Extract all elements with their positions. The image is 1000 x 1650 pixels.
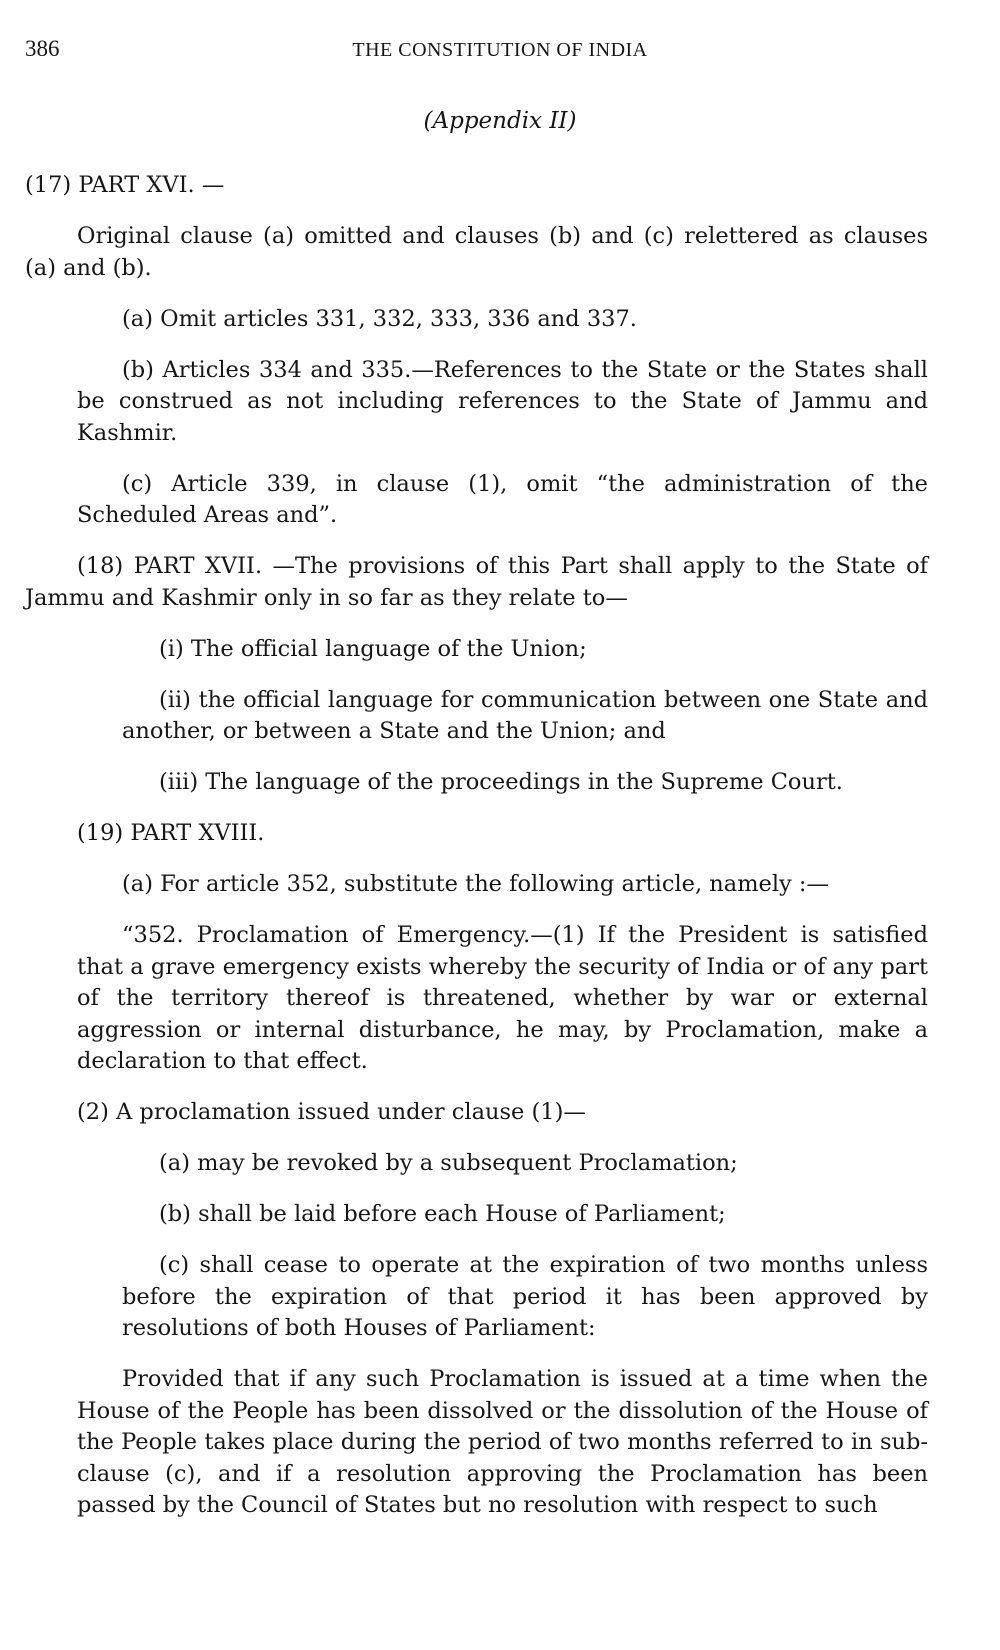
sub-clause-item: (c) shall cease to operate at the expiration of two months unless before the expiration of that period it has been approved by resolutions of both Houses of Parliament: bbox=[122, 1252, 928, 1341]
clause-item: (b) Articles 334 and 335.—References to the State or the States shall be construed as not including references to the State of Jammu and Kashmir. bbox=[77, 356, 928, 446]
clause-item: (2) A proclamation issued under clause (1)— bbox=[77, 1099, 586, 1125]
quoted-article-352: “352. Proclamation of Emergency.—(1) If the President is satisfied that a grave emergency exists whereby the security of India or of any part of the territory thereof is threatened, whether by war or external aggression or internal disturbance, he may, by Proclamation, make a declaration to that effect. bbox=[77, 922, 928, 1074]
section-heading-part-xvi: (17) PART XVI. — bbox=[25, 172, 225, 198]
list-item: (i) The official language of the Union; bbox=[159, 635, 587, 662]
clause-item: (a) Omit articles 331, 332, 333, 336 and 337. bbox=[122, 305, 637, 332]
appendix-label: (Appendix II) bbox=[423, 108, 577, 134]
proviso-paragraph: Provided that if any such Proclamation is issued at a time when the House of the People has been dissolved or the dissolution of the House of the People takes place during the period of two months referred to in sub-clause (c), and if a resolution approving the Proclamation has been passed by the Council of States but no resolution with respect to such bbox=[77, 1366, 928, 1518]
sub-clause-item: (a) may be revoked by a subsequent Proclamation; bbox=[159, 1150, 738, 1176]
list-item: (iii) The language of the proceedings in the Supreme Court. bbox=[159, 769, 843, 795]
paragraph: Original clause (a) omitted and clauses (b) and (c) relettered as clauses (a) and (b). bbox=[25, 223, 928, 281]
page-number: 386 bbox=[25, 36, 60, 61]
running-header-title: THE CONSTITUTION OF INDIA bbox=[352, 39, 648, 61]
clause-item: (a) For article 352, substitute the following article, namely :— bbox=[122, 871, 829, 897]
section-heading-part-xviii: (19) PART XVIII. bbox=[77, 820, 265, 846]
list-item: (ii) the official language for communication between one State and another, or between a State and the Union; and bbox=[122, 686, 928, 744]
sub-clause-item: (b) shall be laid before each House of Parliament; bbox=[159, 1201, 726, 1227]
section-paragraph-part-xvii: (18) PART XVII. —The provisions of this Part shall apply to the State of Jammu and Kashmir only in so far as they relate to— bbox=[25, 553, 928, 611]
document-body bbox=[25, 170, 928, 1541]
clause-item: (c) Article 339, in clause (1), omit “the administration of the Scheduled Areas and”. bbox=[77, 470, 928, 528]
